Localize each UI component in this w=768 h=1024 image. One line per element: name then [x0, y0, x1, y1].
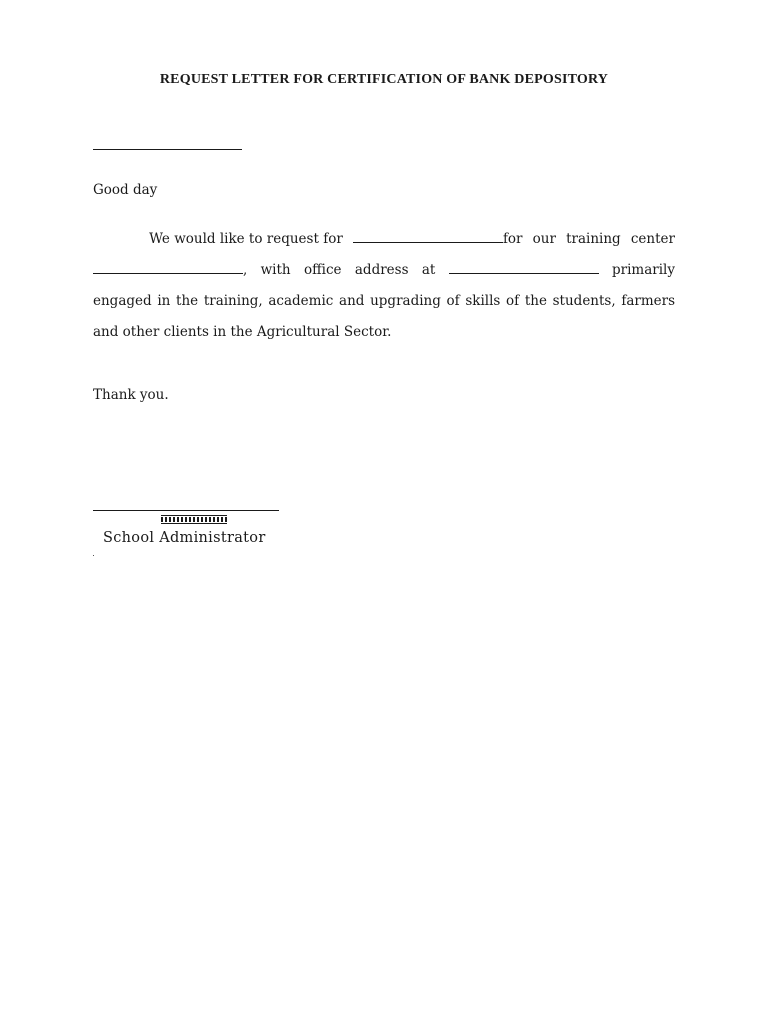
body-line-3: engaged in the training, academic and upgrading of skills of the students, farmers — [93, 293, 675, 309]
stray-mark — [93, 555, 94, 556]
request-item-blank — [353, 230, 503, 243]
training-center-name-blank — [93, 261, 243, 274]
body-word-office: office — [303, 262, 342, 278]
redacted-signatory-name — [161, 515, 227, 524]
body-word-primarily: primarily — [611, 262, 675, 278]
addressee-blank-line — [93, 149, 242, 150]
body-word-address: address — [354, 262, 409, 278]
body-word-with: with — [260, 262, 291, 278]
body-word-center: center — [630, 231, 675, 247]
letter-title: REQUEST LETTER FOR CERTIFICATION OF BANK DEPOSITORY — [159, 72, 609, 87]
greeting: Good day — [93, 182, 158, 198]
body-line-4: and other clients in the Agricultural Sector. — [93, 324, 392, 340]
body-line-1-start: We would like to request for — [149, 231, 343, 247]
signature-line — [93, 510, 279, 511]
closing: Thank you. — [93, 387, 169, 403]
body-line-2 — [93, 261, 675, 278]
body-comma: , — [243, 262, 248, 278]
signatory-title: School Administrator — [103, 530, 266, 546]
body-word-for: for — [502, 231, 523, 247]
body-word-training: training — [566, 231, 621, 247]
office-address-blank — [449, 261, 599, 274]
body-line-1 — [93, 230, 675, 247]
body-word-at: at — [421, 262, 436, 278]
body-word-our: our — [532, 231, 556, 247]
